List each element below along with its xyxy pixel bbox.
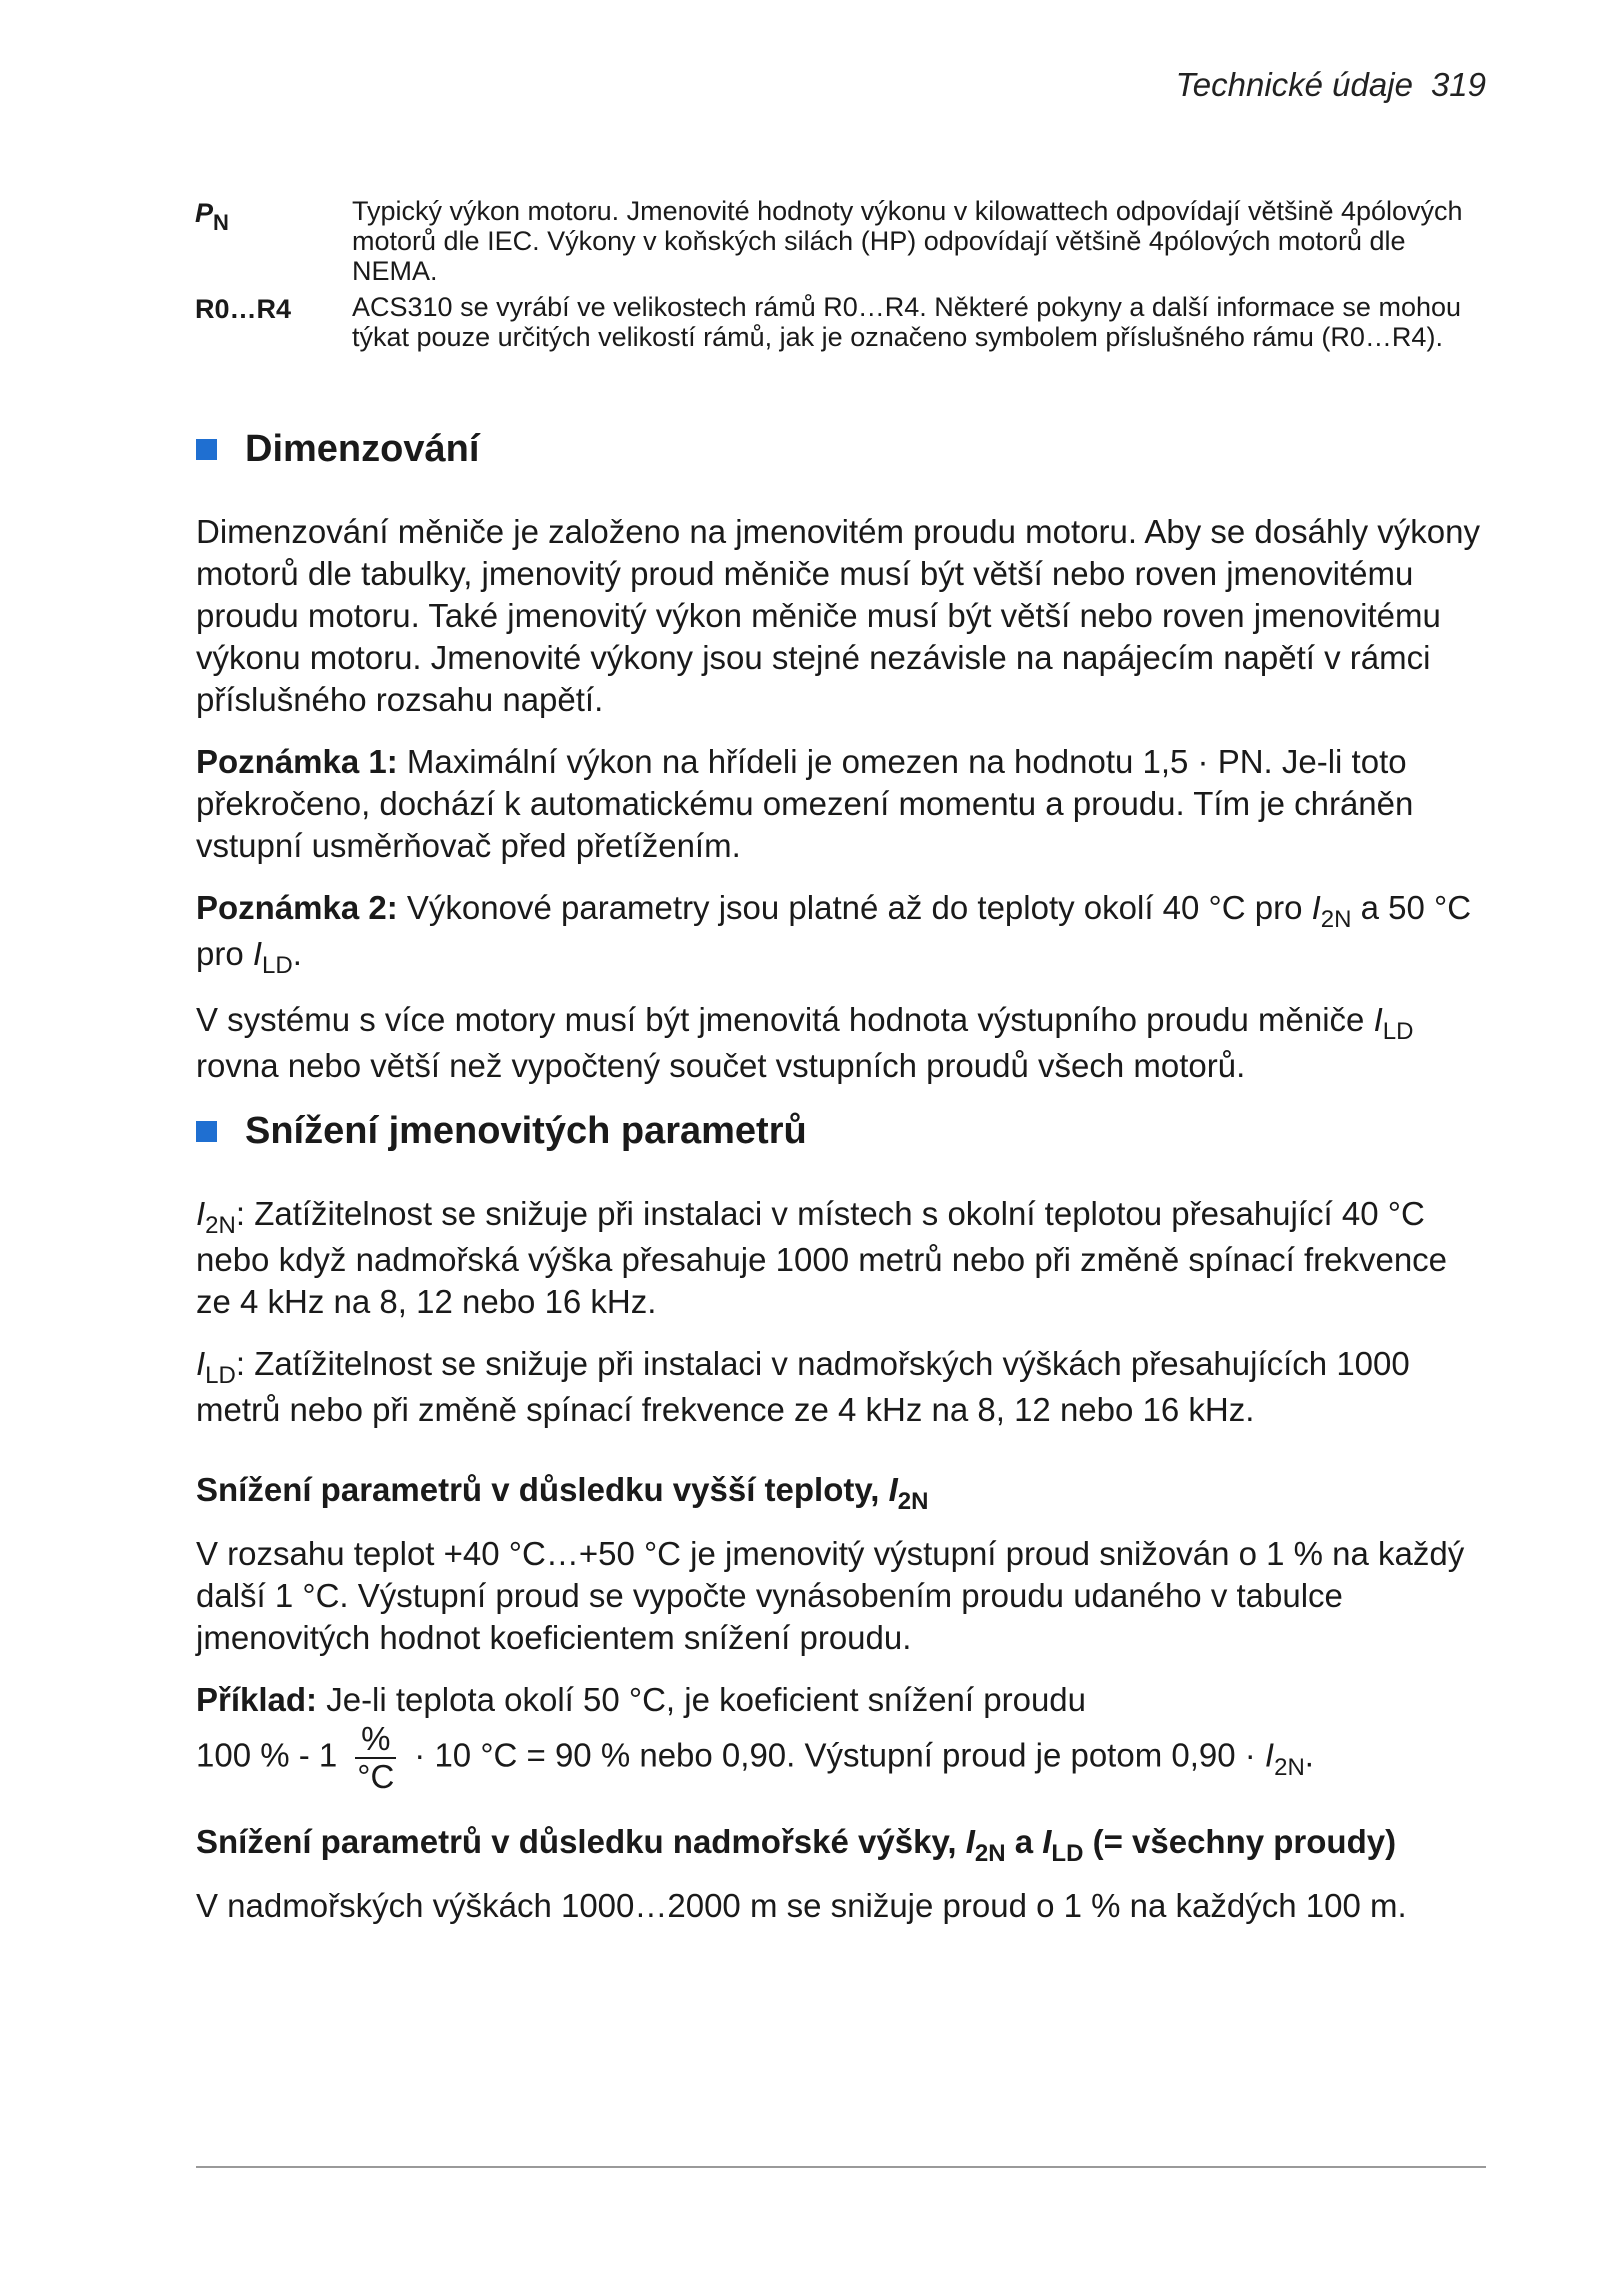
definition-row: [195, 292, 1495, 352]
multi-motor-paragraph: V systému s více motory musí být jmenovitá hodnota výstupního proudu měniče $I_{LD}$ rovna nebo větší než vypočtený součet vstupních proudů všech motorů.: [196, 1001, 1414, 1084]
formula-line: 100 % - 1 $\frac{\%}{^\circ C}$ · 10 °C = 90 % nebo 0,90. Výstupní proud je potom $0,90 \cdot I_{2N}$.: [196, 1720, 1314, 1795]
sizing-section: [196, 428, 1486, 1087]
definition-term: $P_N$: [195, 198, 229, 235]
ild-paragraph: $I_{LD}$: Zatížitelnost se snižuje při instalaci v nadmořských výškách přesahujících 1000 metrů nebo při změně spínací frekvence ze 4 kHz na 8, 12 nebo 16 kHz.: [196, 1345, 1410, 1428]
definition-description: ACS310 se vyrábí ve velikostech rámů R0…R4. Některé pokyny a další informace se mohou týkat pouze určitých velikostí rámů, jak je označeno symbolem příslušného rámu (R0…R4).: [352, 292, 1462, 352]
subsection-heading: Snížení parametrů v důsledku nadmořské výšky, $I_{2N}$ a $I_{LD}$ (= všechny proudy): [196, 1823, 1397, 1867]
example-paragraph: Příklad: Je-li teplota okolí 50 °C, je koeficient snížení proudu: [196, 1681, 1087, 1718]
definition-term: R0…R4: [195, 294, 292, 324]
derating-section: [196, 1110, 1486, 1927]
page-number: 319: [1430, 66, 1486, 103]
section-heading: Dimenzování: [196, 428, 1486, 471]
section-heading: Snížení jmenovitých parametrů: [196, 1110, 1486, 1153]
sizing-paragraph: Dimenzování měniče je založeno na jmenovitém proudu motoru. Aby se dosáhly výkony motorů dle tabulky, jmenovitý proud měniče musí být větší nebo roven jmenovitému proudu motoru. Také jmenovitý výkon měniče musí být větší nebo roven jmenovitému výkonu motoru. Jmenovité výkony jsou stejné nezávisle na napájecím napětí v rámci příslušného rozsahu napětí.: [196, 513, 1481, 718]
heading-bullet-icon: [196, 439, 217, 460]
fraction: $\frac{\%}{^\circ C}$: [351, 1721, 400, 1795]
header-title: Technické údaje: [1175, 66, 1413, 103]
subsection-heading: Snížení parametrů v důsledku vyšší teploty, $I_{2N}$: [196, 1471, 929, 1515]
i2n-paragraph: $I_{2N}$: Zatížitelnost se snižuje při instalaci v místech s okolní teplotou přesahující 40 °C nebo když nadmořská výška přesahuje 1000 metrů nebo při změně spínací frekvence ze 4 kHz na 8, 12 nebo 16 kHz.: [196, 1195, 1448, 1320]
definition-list: [195, 196, 1495, 358]
definition-row: [195, 196, 1495, 286]
definition-description: Typický výkon motoru. Jmenovité hodnoty výkonu v kilowattech odpovídají většině 4pólových motorů dle IEC. Výkony v koňských silách (HP) odpovídají většině 4pólových motorů dle NEMA.: [352, 196, 1463, 286]
heading-bullet-icon: [196, 1121, 217, 1142]
note-2: Poznámka 2: Výkonové parametry jsou platné až do teploty okolí 40 °C pro $I_{2N}$ a 50 °C pro $I_{LD}$.: [196, 889, 1472, 979]
note-1: Poznámka 1: Maximální výkon na hřídeli je omezen na hodnotu 1,5 · PN. Je-li toto překročeno, dochází k automatickému omezení momentu a proudu. Tím je chráněn vstupní usměrňovač před přetížením.: [196, 743, 1414, 864]
footer-divider: [196, 2166, 1486, 2168]
temperature-paragraph: V rozsahu teplot +40 °C…+50 °C je jmenovitý výstupní proud snižován o 1 % na každý další 1 °C. Výstupní proud se vypočte vynásobením proudu udaného v tabulce jmenovitých hodnot koeficientem snížení proudu.: [196, 1535, 1465, 1656]
altitude-paragraph: V nadmořských výškách 1000…2000 m se snižuje proud o 1 % na každých 100 m.: [196, 1887, 1407, 1924]
page-header: [1176, 66, 1486, 104]
